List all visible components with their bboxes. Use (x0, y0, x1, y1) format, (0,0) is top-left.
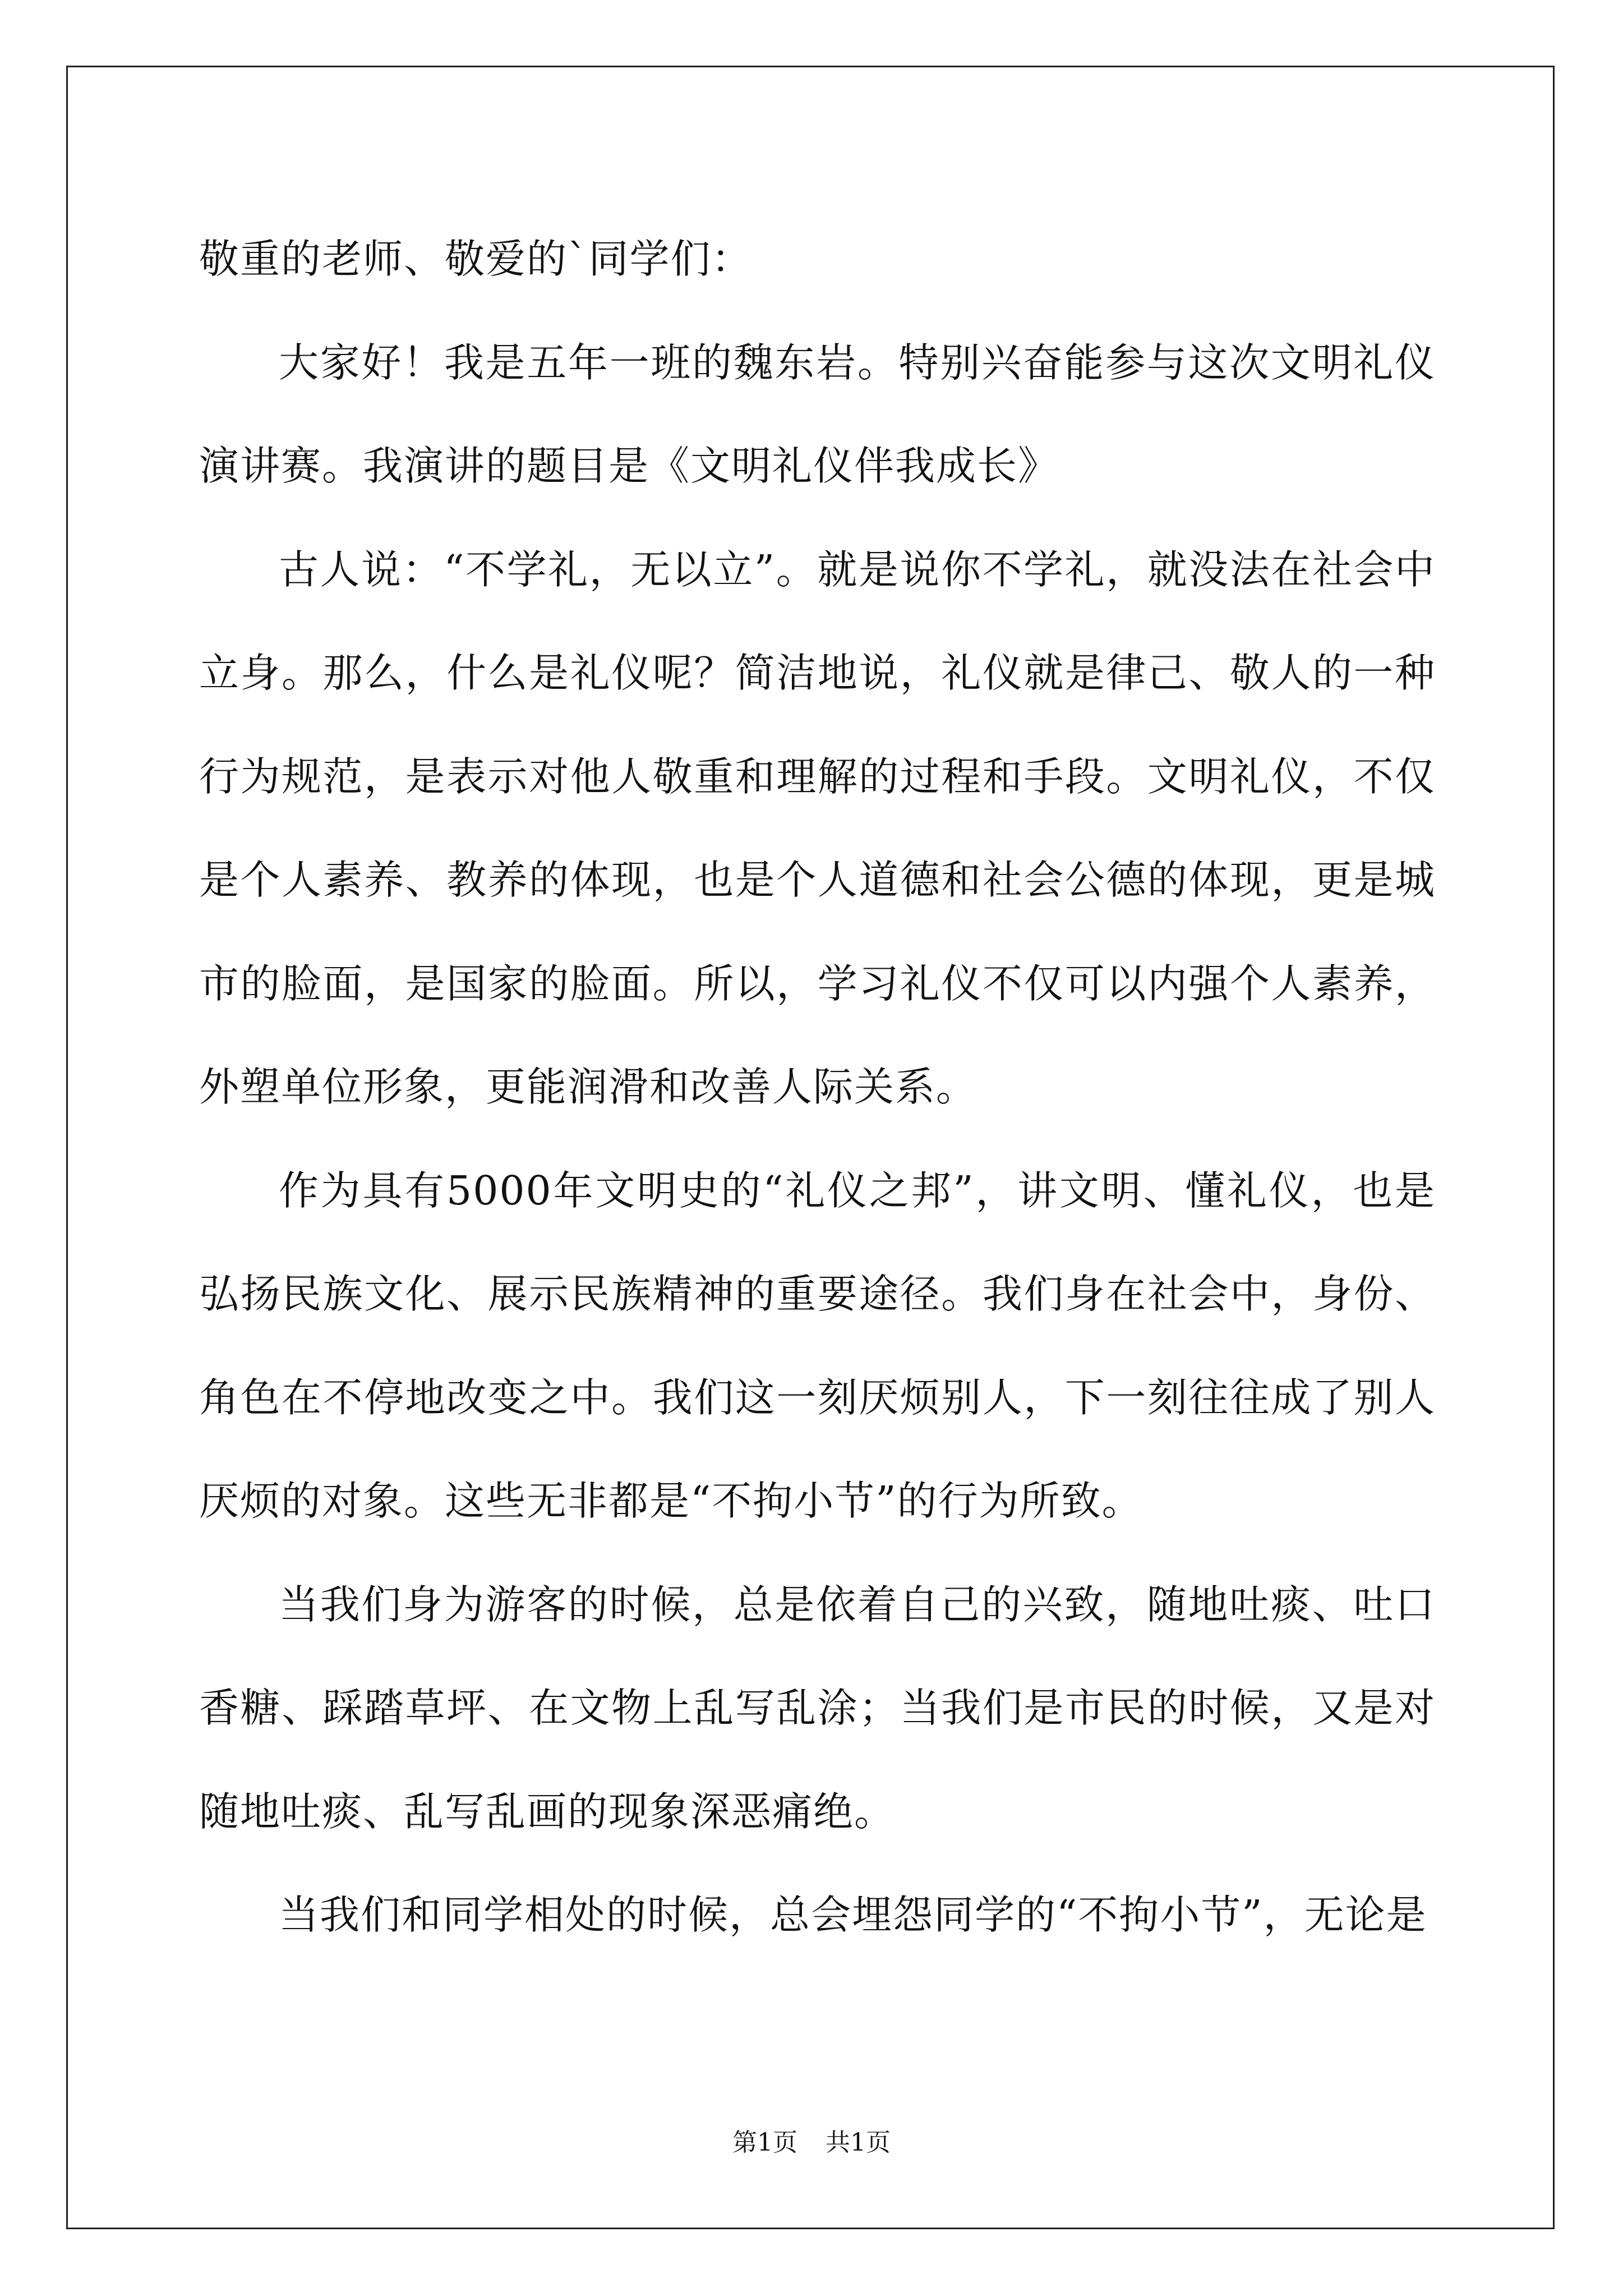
salutation-paragraph: 敬重的老师、敬爱的`同学们： (199, 236, 753, 282)
page-footer (0, 2126, 1623, 2160)
intro-paragraph: 大家好！我是五年一班的魏东岩。特别兴奋能参与这次文明礼仪演讲赛。我演讲的题目是《文明礼仪伴我成长》 (199, 339, 1436, 489)
page-number-current: 第1页 (732, 2128, 797, 2157)
body-paragraph-nation-of-etiquette: 作为具有5000年文明史的“礼仪之邦”，讲文明、懂礼仪，也是弘扬民族文化、展示民族精神的重要途径。我们身在社会中，身份、角色在不停地改变之中。我们这一刻厌烦别人，下一刻往往成了别人厌烦的对象。这些无非都是“不拘小节”的行为所致。 (199, 1167, 1436, 1524)
page-number-total: 共1页 (826, 2128, 891, 2157)
body-paragraph-etiquette-definition: 古人说：“不学礼，无以立”。就是说你不学礼，就没法在社会中立身。那么，什么是礼仪呢？简洁地说，礼仪就是律己、敬人的一种行为规范，是表示对他人敬重和理解的过程和手段。文明礼仪，不仅是个人素养、教养的体现，也是个人道德和社会公德的体现，更是城市的脸面，是国家的脸面。所以，学习礼仪不仅可以内强个人素养，外塑单位形象，更能润滑和改善人际关系。 (199, 546, 1436, 1110)
body-paragraph-classmates: 当我们和同学相处的时候，总会埋怨同学的“不拘小节”，无论是 (279, 1892, 1427, 1938)
document-body (199, 208, 1436, 1967)
body-paragraph-tourists: 当我们身为游客的时候，总是依着自己的兴致，随地吐痰、吐口香糖、踩踏草坪、在文物上乱写乱涂；当我们是市民的时候，又是对随地吐痰、乱写乱画的现象深恶痛绝。 (199, 1581, 1436, 1835)
